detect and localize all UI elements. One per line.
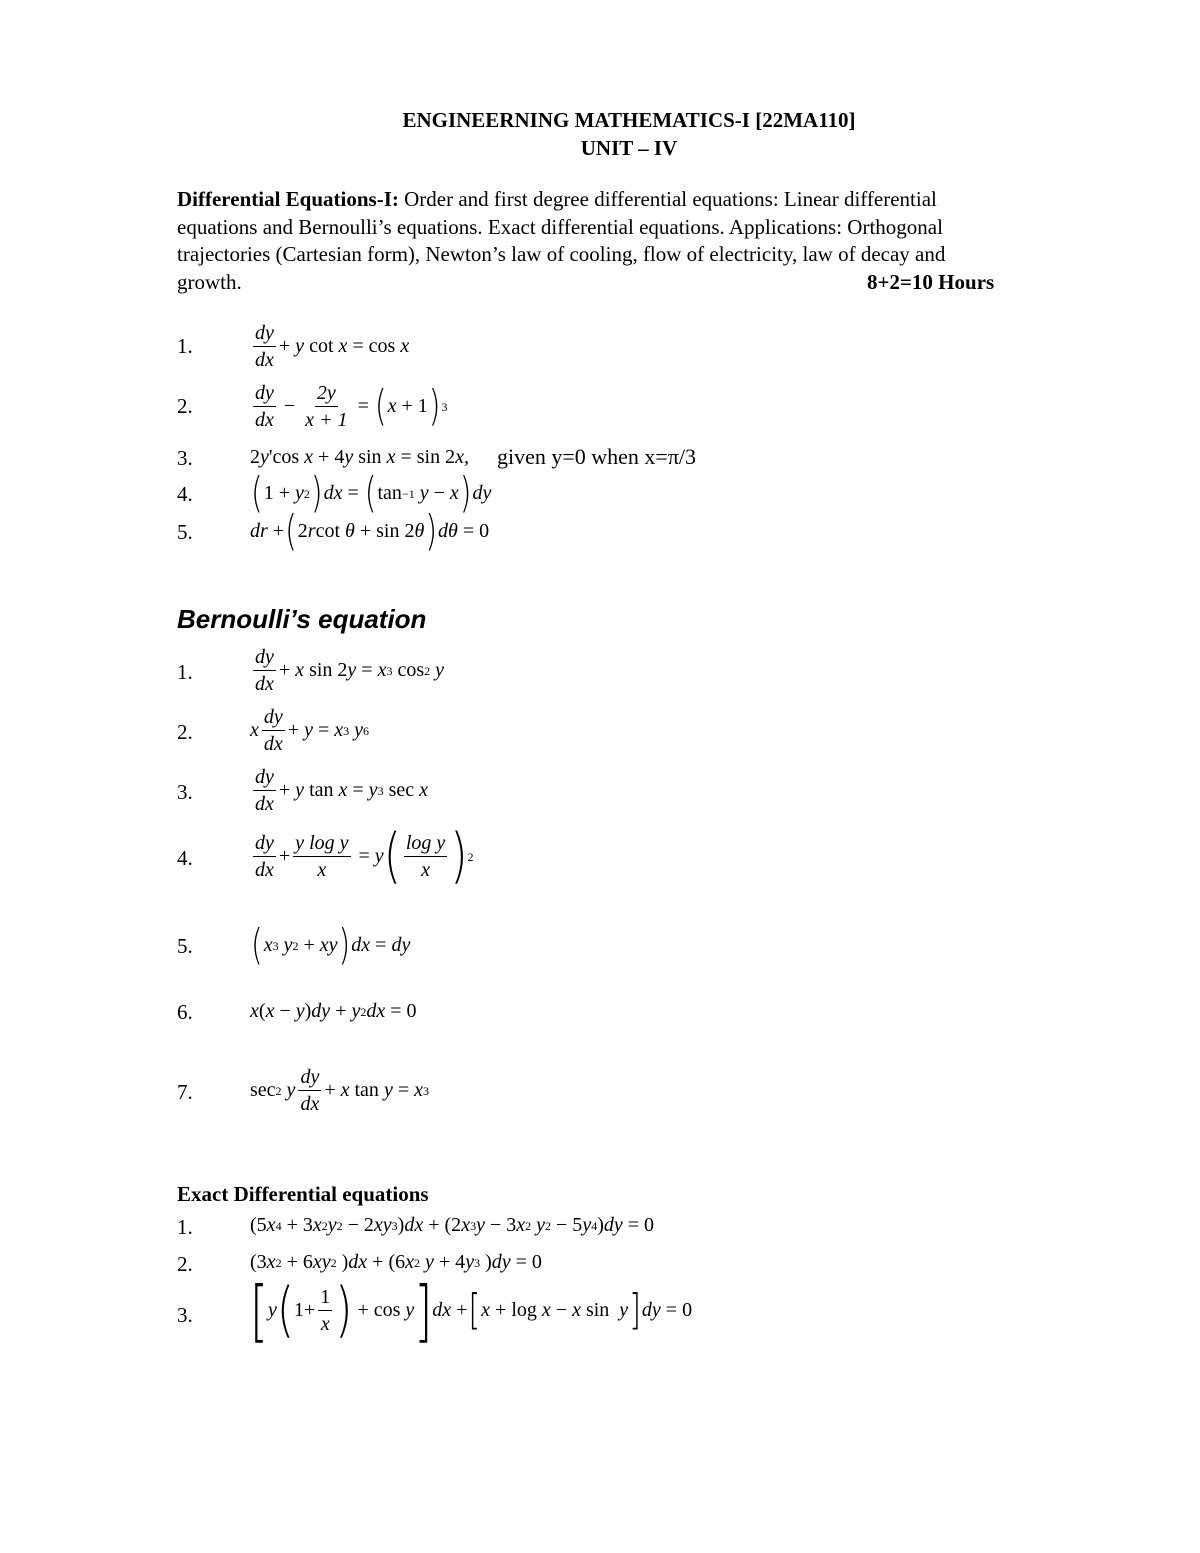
linear-number-1: 1. bbox=[177, 334, 193, 358]
bernoulli-equation-7: sec 2 y $\frac{dy}{dx}$ + x tan y = x 3 bbox=[250, 1066, 429, 1115]
linear-number-5: 5. bbox=[177, 520, 193, 544]
exact-equation-2: (3 x 2 + 6 xy 2 ) dx + (6 x 2 y + 4 y 3 ) dy = 0 bbox=[250, 1251, 542, 1273]
bernoulli-number-3: 3. bbox=[177, 780, 193, 804]
bernoulli-number-5: 5. bbox=[177, 934, 193, 958]
bernoulli-number-6: 6. bbox=[177, 1000, 193, 1024]
linear-q3-condition: given y=0 when x=π/3 bbox=[496, 444, 697, 469]
exact-equation-1: (5 x 4 + 3 x 2 y 2 − 2 xy 3 ) dx + (2 x 3 y − 3 x 2 y 2 − 5 y 4 ) dy = 0 bbox=[250, 1214, 655, 1236]
syllabus-topic-label: Differential Equations-I: bbox=[177, 187, 399, 211]
syllabus-hours: 8+2=10 Hours bbox=[867, 269, 995, 294]
exact-number-1: 1. bbox=[177, 1215, 193, 1239]
bernoulli-equation-5: ( x 3 y 2 + xy ) dx = dy bbox=[251, 921, 411, 970]
unit-title: UNIT – IV bbox=[580, 136, 678, 160]
bernoulli-number-4: 4. bbox=[177, 846, 193, 870]
syllabus-line-4: growth. bbox=[177, 269, 242, 294]
bernoulli-equation-2: x $\frac{dy}{dx}$ + y = x 3 y 6 bbox=[250, 706, 370, 755]
bernoulli-equation-6: x ( x − y ) dy + y 2 dx = 0 bbox=[250, 1000, 417, 1022]
syllabus-line-2: equations and Bernoulli’s equations. Exact differential equations. Applications: Orthogonal bbox=[177, 214, 943, 239]
bernoulli-number-1: 1. bbox=[177, 660, 193, 684]
bernoulli-number-7: 7. bbox=[177, 1080, 193, 1104]
linear-number-4: 4. bbox=[177, 482, 193, 506]
bernoulli-number-2: 2. bbox=[177, 720, 193, 744]
exact-heading: Exact Differential equations bbox=[177, 1182, 429, 1206]
course-title: ENGINEERNING MATHEMATICS-I [22MA110] bbox=[402, 108, 856, 132]
linear-equation-2: $\frac{dy}{dx}$ − $\frac{2y}{x + 1}$ = ( x + 1 ) 3 bbox=[255, 382, 448, 431]
syllabus-line-1: Order and first degree differential equations: Linear differential bbox=[398, 187, 937, 211]
linear-equation-5: dr + ( 2 r cot θ + sin 2 θ ) dθ = 0 bbox=[250, 507, 490, 556]
bernoulli-heading: Bernoulli’s equation bbox=[177, 604, 427, 634]
exact-number-3: 3. bbox=[177, 1303, 193, 1327]
exact-number-2: 2. bbox=[177, 1252, 193, 1276]
syllabus-line-3: trajectories (Cartesian form), Newton’s law of cooling, flow of electricity, law of decay and bbox=[177, 242, 946, 266]
linear-number-3: 3. bbox=[177, 446, 193, 470]
bernoulli-equation-1: $\frac{dy}{dx}$ + x sin 2 y = x 3 cos 2 y bbox=[255, 646, 445, 695]
linear-equation-4: ( 1 + y 2 ) dx = ( tan −1 y − x ) dy bbox=[251, 469, 492, 518]
exact-equation-3: [ y ( 1+ $\frac{1}{x}$ ) + cos y ] dx + [ x + log x − x sin y ] dy = 0 bbox=[250, 1271, 693, 1350]
bernoulli-equation-3: $\frac{dy}{dx}$ + y tan x = y 3 sec x bbox=[255, 766, 428, 815]
linear-equation-3: 2 y 'cos x + 4 y sin x = sin 2 x , given y=0 when x=π/3 bbox=[250, 444, 697, 469]
bernoulli-equation-4: $\frac{dy}{dx}$ + $\frac{\text{y log y}}{x}$ = y ( $\frac{\text{log y}}{x}$ ) 2 bbox=[255, 821, 474, 891]
syllabus-paragraph bbox=[177, 186, 1037, 296]
linear-equation-1: $\frac{dy}{dx}$ + y cot x = cos x bbox=[255, 322, 410, 371]
linear-number-2: 2. bbox=[177, 394, 193, 418]
